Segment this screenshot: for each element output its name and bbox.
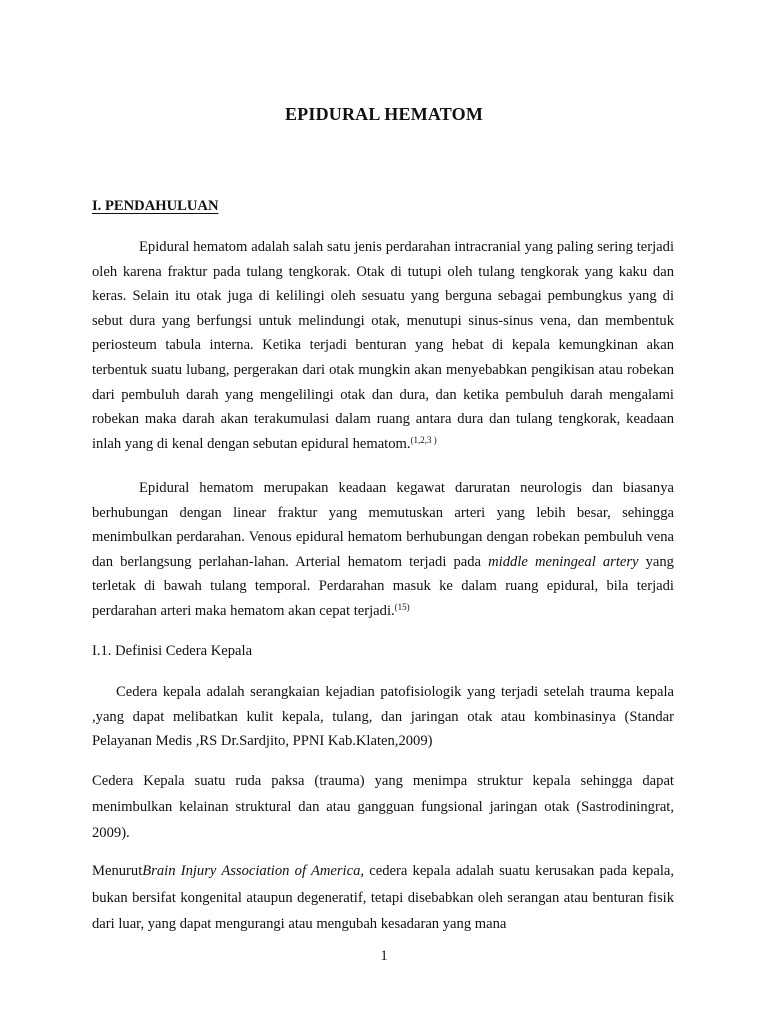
paragraph-intro-text: Epidural hematom adalah salah satu jenis perdarahan intracranial yang paling sering terjadi oleh karena fraktur pada tulang tengkorak. Otak di tutupi oleh tulang tengkorak yang kaku dan keras. Selain itu otak juga di kelilingi oleh sesuatu yang berguna sebagai pembungkus yang di sebut dura yang berfungsi untuk melindungi otak, menutupi sinus-sinus vena, dan membentuk periosteum tabula interna. Ketika terjadi benturan yang hebat di kepala kemungkinan akan terbentuk suatu lubang, pergerakan dari otak mungkin akan menyebabkan pengikisan atau robekan dari pembuluh darah yang mengelilingi otak dan dura, dan ketika pembuluh darah mengalami robekan maka darah akan terakumulasi dalam ruang antara dura dan tulang tengkorak, keadaan inlah yang di kenal dengan sebutan epidural hematom. (92, 239, 674, 452)
citation-ref: (15) (394, 601, 410, 612)
page-number: 1 (380, 948, 388, 964)
paragraph-intro (92, 235, 674, 456)
paragraph-emergency-italic: middle meningeal artery (488, 553, 639, 570)
paragraph-emergency-text-before: Epidural hematom merupakan keadaan kegawat daruratan neurologis dan biasanya berhubungan dengan linear fraktur yang memutuskan arteri yang lebih besar, sehingga menimbulkan perdarahan. Venous epidural hematom berhubungan dengan robekan pembuluh vena dan berlangsung perlahan-lahan. Arterial hematom terjadi pada (92, 480, 674, 570)
paragraph-definition-3-italic: Brain Injury Association of America, (142, 863, 365, 879)
paragraph-definition-2: Cedera Kepala suatu ruda paksa (trauma) yang menimpa struktur kepala sehingga dapat menimbulkan kelainan struktural dan atau gangguan fungsional jaringan otak (Sastrodiningrat, 2009). (92, 773, 674, 841)
paragraph-definition-3 (92, 858, 674, 938)
section-heading: I. PENDAHULUAN (92, 198, 219, 214)
paragraph-emergency-text-after: yang terletak di bawah tulang temporal. Perdarahan masuk ke dalam ruang epidural, bila terjadi perdarahan arteri maka hematom akan cepat terjadi. (92, 553, 674, 619)
paragraph-definition: Cedera kepala adalah serangkaian kejadian patofisiologik yang terjadi setelah trauma kepala ,yang dapat melibatkan kulit kepala, tulang, dan jaringan otak atau kombinasinya (Standar Pelayanan Medis ,RS Dr.Sardjito, PPNI Kab.Klaten,2009) (92, 684, 674, 750)
paragraph-definition-3-lead: Menurut (92, 863, 143, 879)
paragraph-definition-3-text: cedera kepala adalah suatu kerusakan pada kepala, bukan bersifat kongenital ataupun degeneratif, tetapi disebabkan oleh serangan atau benturan fisik dari luar, yang dapat mengurangi atau mengubah kesadaran yang mana (92, 863, 675, 932)
document-title: EPIDURAL HEMATOM (284, 104, 484, 124)
citation-ref: (1,2,3 ) (410, 434, 437, 445)
paragraph-emergency (92, 476, 674, 624)
subsection-heading: I.1. Definisi Cedera Kepala (92, 643, 253, 659)
